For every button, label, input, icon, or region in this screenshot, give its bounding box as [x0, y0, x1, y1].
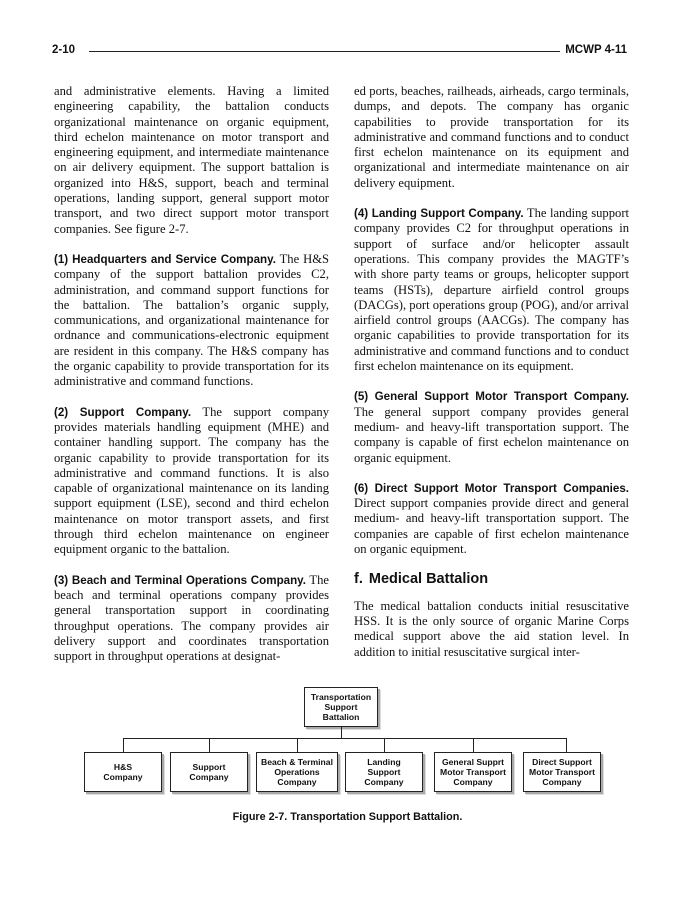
section-letter: f. [354, 571, 363, 588]
figure-caption: Figure 2-7. Transportation Support Battalion. [232, 811, 463, 823]
gsmt-paragraph [354, 389, 629, 465]
page-number: 2-10 [52, 44, 76, 56]
support-company-text: The support company provides materials handling equipment (MHE) and container handling support. The company has the organic capability to provide transportation for its administrative and command functions. It is also capable of organizational maintenance on its landing support equipment (LSE), second and third echelon maintenance on motor transport assets, and first through third echelon maintenance on engineer equipment organic to the battalion. [54, 404, 330, 557]
support-company-heading: (2) Support Company. [54, 405, 192, 419]
intro-paragraph: and administrative elements. Having a limited engineering capability, the battalion conducts organizational maintenance on organic equipment, third echelon maintenance on motor transport and engineering equipment, and intermediate maintenance on air delivery equipment. The support battalion is organized into H&S, support, beach and terminal operations, landing support, general support motor transport, and two direct support motor transport companies. See figure 2-7. [54, 84, 329, 236]
hs-company-paragraph [54, 252, 329, 390]
dsmt-heading: (6) Direct Support Motor Transport Companies. [354, 481, 629, 495]
section-title: Medical Battalion [368, 571, 489, 588]
landing-support-paragraph [354, 206, 629, 374]
org-connector-bus [123, 738, 567, 739]
org-box-support-company: Support Company [170, 752, 248, 792]
dsmt-text: Direct support companies provide direct and general medium- and heavy-lift transportation support. The companies are capable of first echelon maintenance on organic equipment. [354, 496, 629, 557]
landing-support-heading: (4) Landing Support Company. [354, 207, 524, 221]
org-box-general-support-mt-company: General Supprt Motor Transport Company [434, 752, 512, 792]
beach-terminal-paragraph [54, 573, 329, 665]
org-connector-drop [384, 738, 385, 752]
left-column [54, 84, 329, 679]
gsmt-heading: (5) General Support Motor Transport Company. [354, 390, 629, 404]
hs-company-text: The H&S company of the support battalion provides C2, administration, and command support functions for the battalion. The battalion’s organic supply, communications, and organizational maintenance for ordnance and communications-electronic equipment are resident in this company. The H&S company has the organic capability to provide transportation for its administrative and command functions. [54, 251, 329, 389]
running-header [52, 44, 627, 60]
org-box-landing-support-company: Landing Support Company [345, 752, 423, 792]
header-rule [89, 51, 560, 52]
org-connector-drop [473, 738, 474, 752]
org-connector-drop [566, 738, 567, 752]
gsmt-text: The general support company provides general medium- and heavy-lift transportation support. The company is capable of first echelon maintenance on organic equipment. [354, 404, 629, 465]
dsmt-paragraph [354, 481, 629, 557]
right-column [354, 84, 629, 675]
org-box-battalion: Transportation Support Battalion [304, 687, 378, 727]
medical-battalion-text: The medical battalion conducts initial resuscitative HSS. It is the only source of organic Marine Corps medical support above the aid station level. In addition to initial resuscitative surgical inter- [354, 598, 629, 659]
medical-battalion-heading [354, 572, 629, 587]
landing-support-text: The landing support company provides C2 for throughput operations in support of surface and/or helicopter assault operations. This company provides the MAGTF’s with shore party teams or groups, helicopter support teams (HSTs), departure airfield control groups (DACGs), port operations group (POG), and/or arrival airfield control groups (AACGs). The company has organic capabilities to provide transportation for its administrative and command functions and to conduct first echelon maintenance on its equipment. [354, 206, 630, 374]
org-connector-stem [341, 727, 342, 738]
org-box-beach-terminal-company: Beach & Terminal Operations Company [256, 752, 338, 792]
support-company-paragraph [54, 405, 329, 558]
org-box-direct-support-mt-company: Direct Support Motor Transport Company [523, 752, 601, 792]
continued-paragraph: ed ports, beaches, railheads, airheads, cargo terminals, dumps, and depots. The company has organic capabilities to provide transportation for its administrative and command functions and to conduct first echelon maintenance on its equipment and organizational and intermediate maintenance on air delivery equipment. [354, 84, 629, 190]
beach-terminal-text: The beach and terminal operations company provides general transportation support in coordinating throughput operations. The company provides air delivery support and coordinates transportation support in throughput operations at designat- [54, 572, 330, 664]
beach-terminal-heading: (3) Beach and Terminal Operations Company. [54, 573, 306, 587]
hs-company-heading: (1) Headquarters and Service Company. [54, 252, 276, 266]
org-connector-drop [123, 738, 124, 752]
publication-id: MCWP 4-11 [565, 44, 627, 56]
org-box-hs-company: H&S Company [84, 752, 162, 792]
org-connector-drop [209, 738, 210, 752]
org-connector-drop [297, 738, 298, 752]
